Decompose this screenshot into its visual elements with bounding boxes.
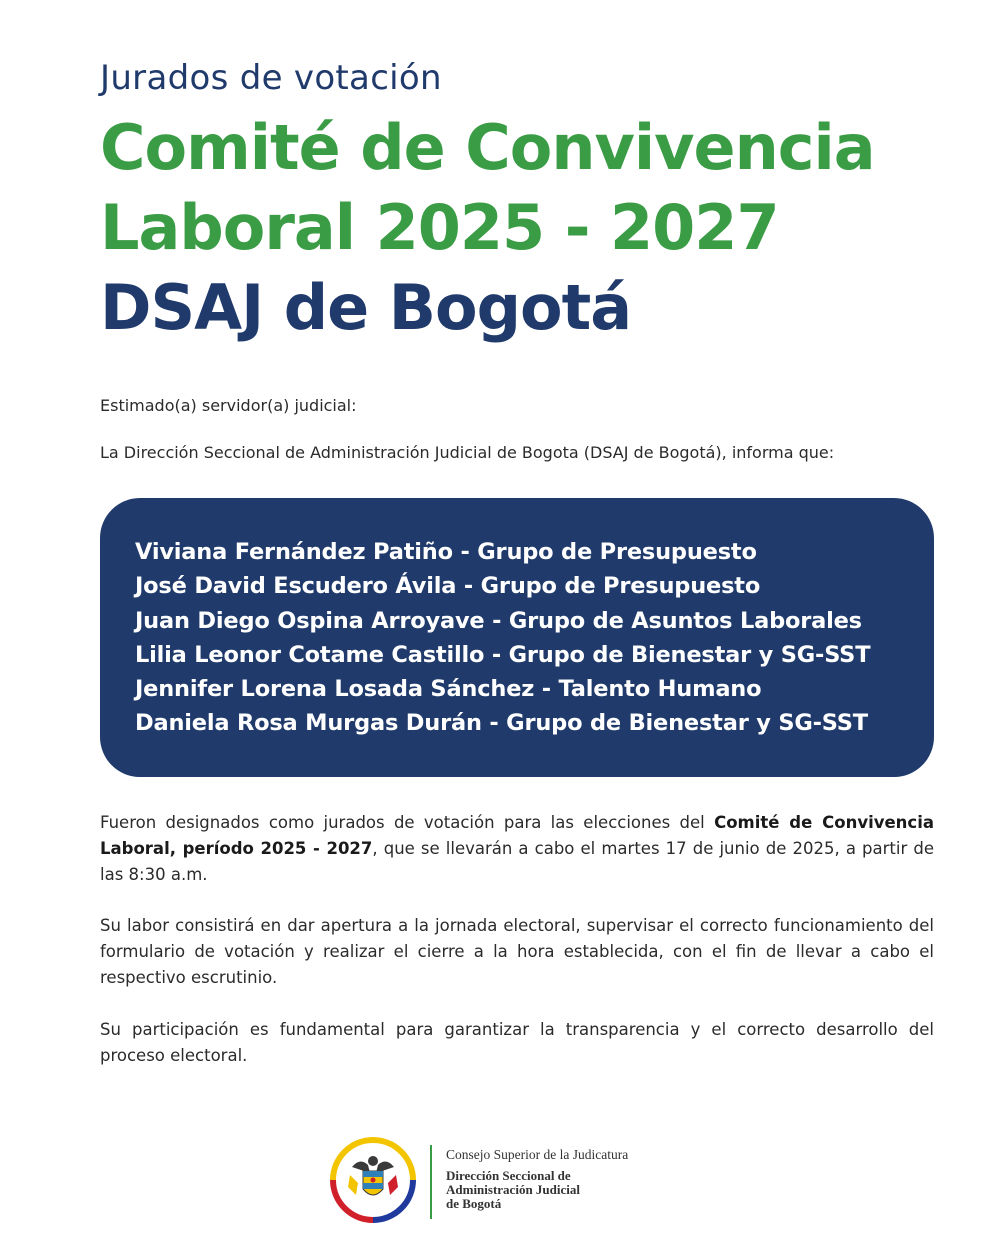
title-line-3: DSAJ de Bogotá <box>100 271 632 344</box>
title-line-1: Comité de Convivencia <box>100 111 875 184</box>
designation-paragraph <box>100 810 934 888</box>
org-name-directorate <box>446 1169 646 1211</box>
title-line-2: Laboral 2025 - 2027 <box>100 191 779 264</box>
juror-item: Jennifer Lorena Losada Sánchez - Talento Humano <box>135 676 762 703</box>
kicker-heading: Jurados de votación <box>100 58 442 98</box>
greeting-text: Estimado(a) servidor(a) judicial: <box>100 396 357 415</box>
jurors-list-box <box>100 498 934 777</box>
org-line: de Bogotá <box>446 1196 502 1211</box>
designation-text-bold: Comité de Convivencia Laboral, período 2025 - 2027 <box>100 813 934 858</box>
juror-item: Viviana Fernández Patiño - Grupo de Presupuesto <box>135 539 757 565</box>
juror-item: Daniela Rosa Murgas Durán - Grupo de Bienestar y SG-SST <box>135 710 868 737</box>
juror-item: Lilia Leonor Cotame Castillo - Grupo de Bienestar y SG-SST <box>135 641 871 668</box>
juror-item: José David Escudero Ávila - Grupo de Presupuesto <box>135 573 761 600</box>
colombia-coat-of-arms-icon <box>330 1137 416 1223</box>
org-name-council: Consejo Superior de la Judicatura <box>446 1147 629 1162</box>
footer-divider <box>430 1145 432 1219</box>
intro-text: La Dirección Seccional de Administración Judicial de Bogota (DSAJ de Bogotá), informa que: <box>100 443 835 462</box>
org-line: Administración Judicial <box>446 1182 580 1197</box>
page-title <box>100 108 875 348</box>
duties-paragraph: Su labor consistirá en dar apertura a la jornada electoral, supervisar el correcto funcionamiento del formulario de votación y realizar el cierre a la hora establecida, con el fin de llevar a cabo el respectivo escrutinio. <box>100 916 934 987</box>
org-line: Dirección Seccional de <box>446 1168 571 1183</box>
designation-text-start: Fueron designados como jurados de votación para las elecciones del <box>100 813 715 832</box>
importance-paragraph: Su participación es fundamental para garantizar la transparencia y el correcto desarrollo del proceso electoral. <box>100 1020 934 1065</box>
juror-item: Juan Diego Ospina Arroyave - Grupo de Asuntos Laborales <box>135 607 862 634</box>
designation-text-end: , que se llevarán a cabo el martes 17 de junio de 2025, a partir de las 8:30 a.m. <box>100 839 934 884</box>
footer-logo-block <box>330 1137 690 1223</box>
